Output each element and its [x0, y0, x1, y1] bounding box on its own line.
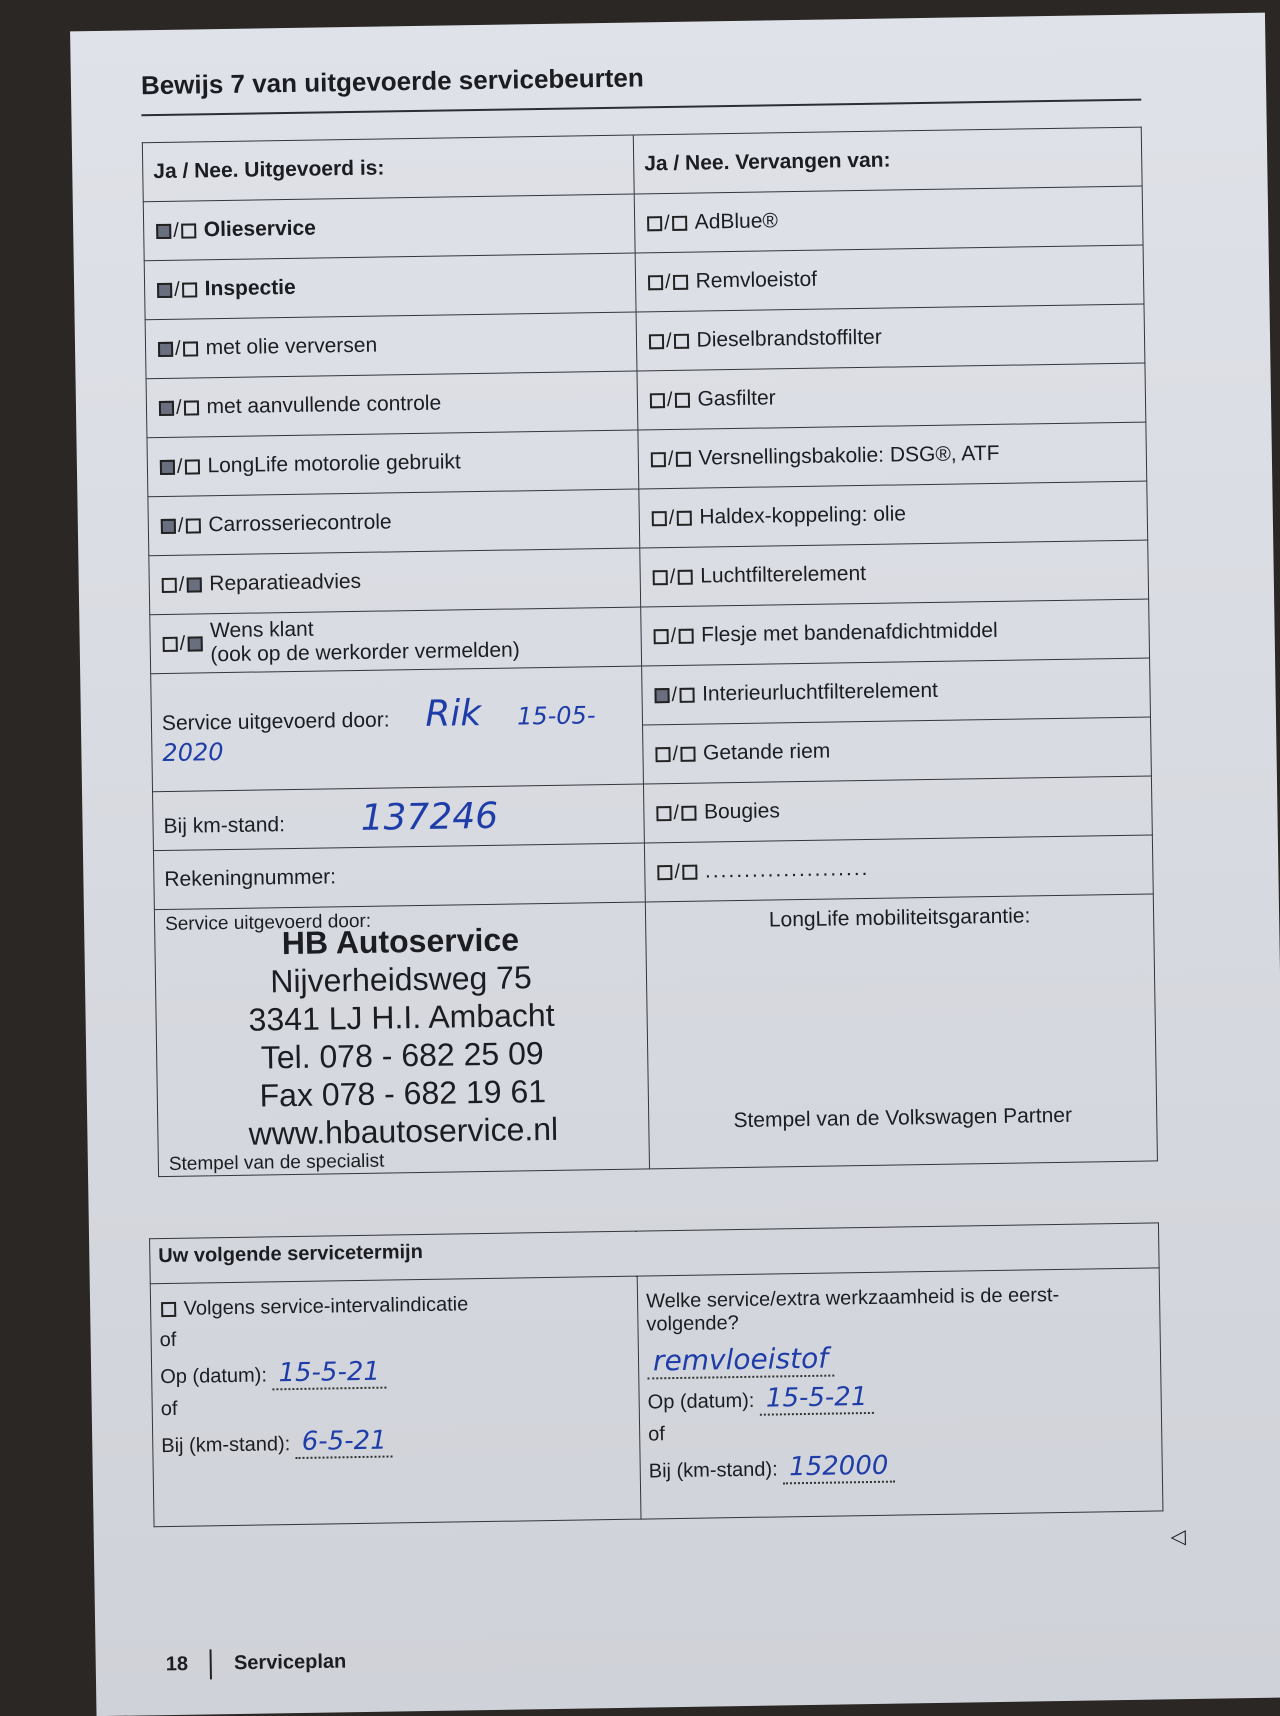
- nee-checkbox[interactable]: [186, 578, 201, 593]
- right-item-2: / Dieselbrandstoffilter: [636, 304, 1145, 371]
- stamp-caption: Stempel van de specialist: [168, 1150, 385, 1175]
- right-item-10: / Bougies: [643, 776, 1152, 843]
- ja-checkbox[interactable]: [160, 460, 175, 475]
- page-footer: [166, 1647, 347, 1680]
- ja-checkbox[interactable]: [657, 865, 672, 880]
- nee-checkbox[interactable]: [679, 688, 694, 703]
- page-heading: Bewijs 7 van uitgevoerde servicebeurten: [140, 62, 644, 101]
- page-number: 18: [165, 1653, 189, 1676]
- service-form: [130, 35, 1187, 1691]
- of-text-2: of: [160, 1397, 178, 1421]
- heading-rule: [141, 99, 1141, 117]
- next-title: Uw volgende servicetermijn: [150, 1223, 1160, 1284]
- footer-title: Serviceplan: [233, 1650, 347, 1675]
- left-item-4: / LongLife motorolie gebruikt: [147, 430, 639, 497]
- interval-option: Volgens service-intervalindicatie: [183, 1293, 469, 1320]
- nee-checkbox[interactable]: [672, 216, 687, 231]
- service-table: [142, 127, 1158, 1178]
- right-item-1: / Remvloeistof: [635, 245, 1144, 312]
- next-question: Welke service/extra werkzaamheid is de eerst-volgende?: [645, 1284, 1060, 1336]
- ja-checkbox[interactable]: [157, 283, 172, 298]
- ja-checkbox[interactable]: [156, 224, 171, 239]
- ja-checkbox[interactable]: [650, 393, 665, 408]
- km-stand-value[interactable]: 6-5-21: [295, 1425, 392, 1459]
- ja-checkbox[interactable]: [651, 452, 666, 467]
- next-right-cell: [637, 1268, 1163, 1519]
- nee-checkbox[interactable]: [184, 460, 199, 475]
- ja-checkbox[interactable]: [163, 637, 178, 652]
- ja-checkbox[interactable]: [158, 342, 173, 357]
- ja-checkbox[interactable]: [647, 216, 662, 231]
- left-header: Ja / Nee. Uitgevoerd is:: [142, 135, 634, 202]
- r-date-value[interactable]: 15-5-21: [760, 1382, 874, 1416]
- nee-checkbox[interactable]: [678, 629, 693, 644]
- service-by-name: Rik: [425, 693, 482, 735]
- right-item-4: / Versnellingsbakolie: DSG®, ATF: [638, 422, 1147, 489]
- nee-checkbox[interactable]: [183, 401, 198, 416]
- left-item-0: / Olieservice: [143, 194, 635, 261]
- longlife-cell: [645, 894, 1157, 1169]
- nee-checkbox[interactable]: [675, 452, 690, 467]
- ja-checkbox[interactable]: [656, 806, 671, 821]
- interval-checkbox[interactable]: [161, 1302, 176, 1317]
- right-item-6: / Luchtfilterelement: [640, 540, 1149, 607]
- nee-checkbox[interactable]: [682, 865, 697, 880]
- triangle-left-icon: ◁: [1170, 1526, 1187, 1549]
- right-item-3: / Gasfilter: [637, 363, 1146, 430]
- nee-checkbox[interactable]: [674, 393, 689, 408]
- ja-checkbox[interactable]: [648, 275, 663, 290]
- footer-divider: [210, 1649, 212, 1679]
- longlife-caption: Stempel van de Volkswagen Partner: [733, 1103, 1073, 1133]
- left-item-6: / Reparatieadvies: [149, 548, 641, 615]
- ja-checkbox[interactable]: [161, 519, 176, 534]
- service-by-label: Service uitgevoerd door:: [161, 708, 390, 736]
- ja-checkbox[interactable]: [159, 401, 174, 416]
- left-item-1: / Inspectie: [144, 253, 636, 320]
- left-item-2: / met olie verversen: [145, 312, 637, 379]
- next-answer[interactable]: remvloeistof: [647, 1342, 835, 1380]
- invoice-cell: [153, 843, 645, 910]
- right-item-7: / Flesje met bandenafdichtmiddel: [641, 599, 1150, 666]
- nee-checkbox[interactable]: [185, 519, 200, 534]
- right-item-9: / Getande riem: [643, 717, 1152, 784]
- nee-checkbox[interactable]: [182, 283, 197, 298]
- service-by-cell: [151, 666, 644, 792]
- nee-checkbox[interactable]: [677, 570, 692, 585]
- nee-checkbox[interactable]: [181, 224, 196, 239]
- r-km-value[interactable]: 152000: [783, 1451, 895, 1485]
- nee-checkbox[interactable]: [187, 636, 202, 651]
- km-cell: [153, 784, 645, 851]
- stamp-label: Service uitgevoerd door:: [164, 910, 372, 936]
- service-booklet-page: [70, 13, 1280, 1716]
- ja-checkbox[interactable]: [654, 629, 669, 644]
- ja-checkbox[interactable]: [652, 511, 667, 526]
- nee-checkbox[interactable]: [183, 342, 198, 357]
- ja-checkbox[interactable]: [653, 570, 668, 585]
- right-item-11: / .....................: [644, 835, 1153, 902]
- right-item-5: / Haldex-koppeling: olie: [639, 481, 1148, 548]
- r-km-label: Bij (km-stand):: [648, 1458, 778, 1483]
- km-label: Bij km-stand:: [163, 812, 286, 838]
- left-item-5: / Carrosseriecontrole: [148, 489, 640, 556]
- km-value: 137246: [360, 795, 499, 839]
- of-text: of: [159, 1328, 177, 1352]
- ja-checkbox[interactable]: [654, 688, 669, 703]
- service-date: 15-05-2020: [162, 701, 596, 768]
- nee-checkbox[interactable]: [681, 806, 696, 821]
- right-item-0: / AdBlue®: [634, 186, 1143, 253]
- ja-checkbox[interactable]: [649, 334, 664, 349]
- km-stand-label: Bij (km-stand):: [161, 1433, 291, 1458]
- next-left-cell: [150, 1276, 641, 1527]
- specialist-stamp-cell: [154, 902, 649, 1177]
- ja-checkbox[interactable]: [162, 578, 177, 593]
- nee-checkbox[interactable]: [673, 334, 688, 349]
- left-item-7: /Wens klant (ook op de werkorder vermelden): [150, 607, 642, 674]
- left-item-3: / met aanvullende controle: [146, 371, 638, 438]
- next-service-table: [149, 1222, 1163, 1527]
- date-value[interactable]: 15-5-21: [272, 1357, 386, 1391]
- ja-checkbox[interactable]: [655, 747, 670, 762]
- specialist-stamp: HB Autoservice Nijverheidsweg 75 3341 LJ H.I. Ambacht Tel. 078 - 682 25 09 Fax 078 - 682 19 61 www.hbautoservice.nl: [248, 921, 559, 1152]
- nee-checkbox[interactable]: [676, 511, 691, 526]
- nee-checkbox[interactable]: [680, 747, 695, 762]
- right-item-8: / Interieurluchtfilterelement: [642, 658, 1151, 725]
- of-text-3: of: [648, 1423, 666, 1446]
- invoice-label: Rekeningnummer:: [164, 865, 337, 892]
- longlife-label: LongLife mobiliteitsgarantie:: [768, 904, 1031, 932]
- right-header: Ja / Nee. Vervangen van:: [633, 127, 1142, 194]
- nee-checkbox[interactable]: [673, 275, 688, 290]
- date-label: Op (datum):: [160, 1364, 268, 1389]
- r-date-label: Op (datum):: [647, 1389, 755, 1414]
